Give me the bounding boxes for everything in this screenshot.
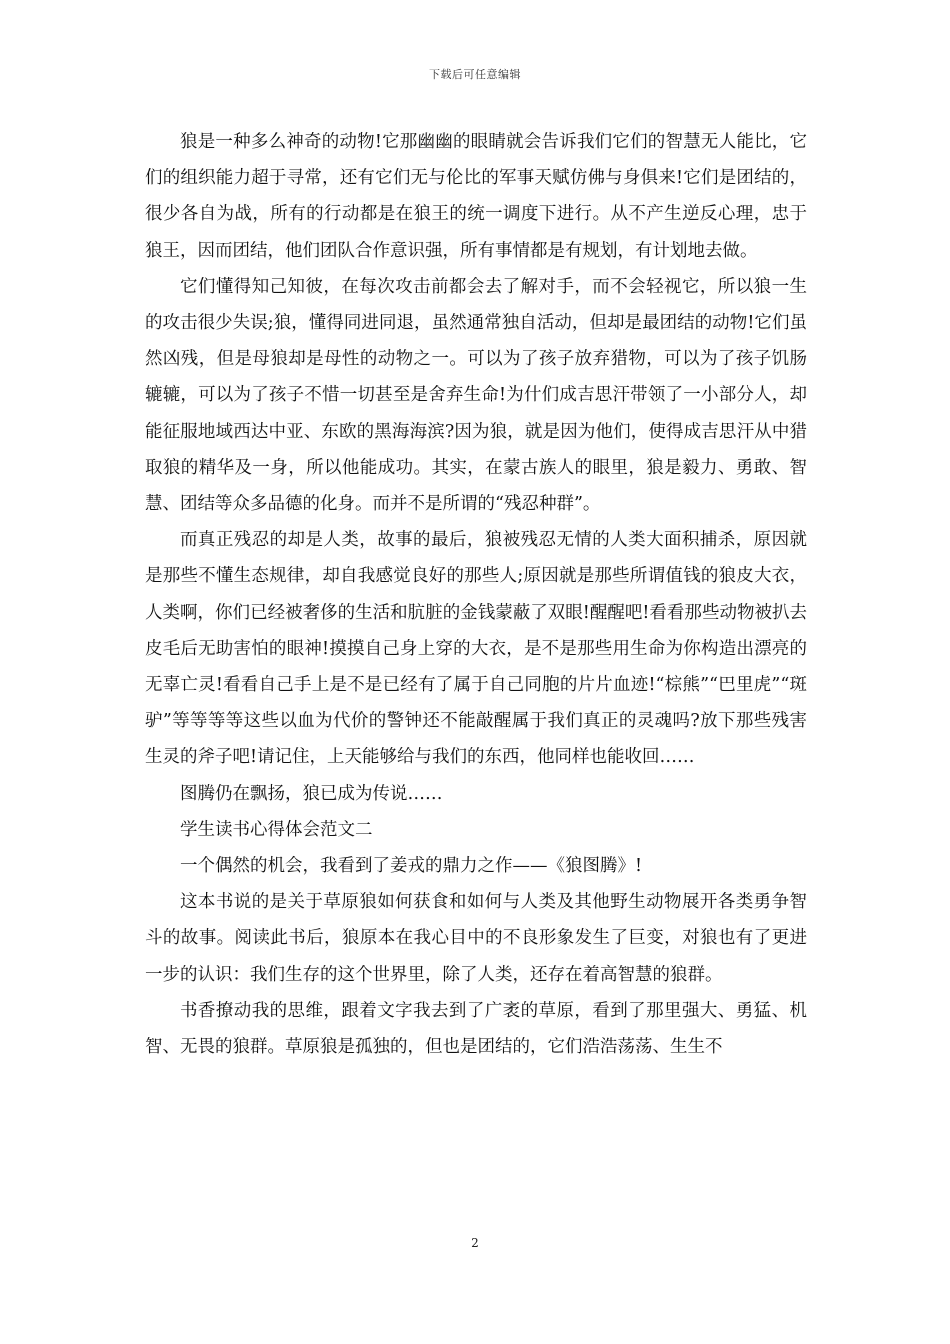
document-body: [145, 124, 807, 1065]
paragraph-2: 它们懂得知己知彼，在每次攻击前都会去了解对手，而不会轻视它，所以狼一生的攻击很少失误;狼，懂得同进同退，虽然通常独自活动，但却是最团结的动物!它们虽然凶残，但是母狼却是母性的动物之一。可以为了孩子放弃猎物，可以为了孩子饥肠辘辘，可以为了孩子不惜一切甚至是舍弃生命!为什们成吉思汗带领了一小部分人，却能征服地域西达中亚、东欧的黑海海滨?因为狼，就是因为他们，使得成吉思汗从中猎取狼的精华及一身，所以他能成功。其实，在蒙古族人的眼里，狼是毅力、勇敢、智慧、团结等众多品德的化身。而并不是所谓的“残忍种群”。: [145, 276, 807, 515]
paragraph-4: 图腾仍在飘扬，狼已成为传说……: [180, 783, 443, 804]
page-number: 2: [471, 1236, 479, 1250]
paragraph-3: 而真正残忍的却是人类，故事的最后，狼被残忍无情的人类大面积捕杀，原因就是那些不懂生态规律，却自我感觉良好的那些人;原因就是那些所谓值钱的狼皮大衣，人类啊，你们已经被奢侈的生活和肮脏的金钱蒙蔽了双眼!醒醒吧!看看那些动物被扒去皮毛后无助害怕的眼神!摸摸自己身上穿的大衣，是不是那些用生命为你构造出漂亮的无辜亡灵!看看自己手上是不是已经有了属于自己同胞的片片血迹!“棕熊”“巴里虎”“斑驴”等等等等这些以血为代价的警钟还不能敲醒属于我们真正的灵魂吗?放下那些残害生灵的斧子吧!请记住，上天能够给与我们的东西，他同样也能收回……: [145, 530, 807, 768]
section-heading: 学生读书心得体会范文二: [180, 819, 373, 840]
paragraph-6: 这本书说的是关于草原狼如何获食和如何与人类及其他野生动物展开各类勇争智斗的故事。阅读此书后，狼原本在我心目中的不良形象发生了巨变，对狼也有了更进一步的认识：我们生存的这个世界里，除了人类，还存在着高智慧的狼群。: [145, 892, 807, 985]
paragraph-5: 一个偶然的机会，我看到了姜戎的鼎力之作——《狼图腾》!: [180, 856, 643, 877]
paragraph-1: 狼是一种多么神奇的动物!它那幽幽的眼睛就会告诉我们它们的智慧无人能比，它们的组织能力超于寻常，还有它们无与伦比的军事天赋仿佛与身俱来!它们是团结的，很少各自为战，所有的行动都是在狼王的统一调度下进行。从不产生逆反心理，忠于狼王，因而团结，他们团队合作意识强，所有事情都是有规划，有计划地去做。: [145, 132, 807, 261]
page-header: 下载后可任意编辑: [429, 68, 521, 81]
paragraph-7: 书香撩动我的思维，跟着文字我去到了广袤的草原，看到了那里强大、勇猛、机智、无畏的狼群。草原狼是孤独的，但也是团结的，它们浩浩荡荡、生生不: [145, 1000, 807, 1058]
